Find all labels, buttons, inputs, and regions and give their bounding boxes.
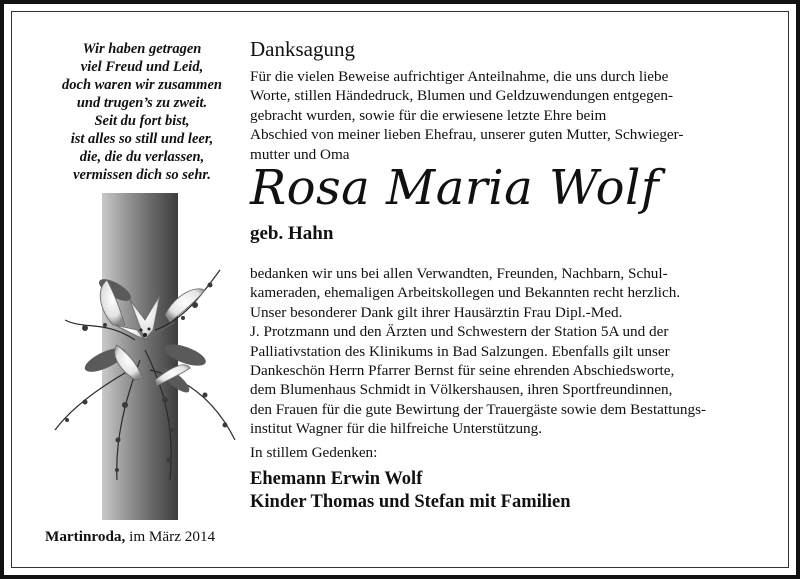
thanks-line: kameraden, ehemaligen Arbeitskollegen und Bekannten recht herzlich. xyxy=(250,284,681,302)
in-memory-label: In stillem Gedenken: xyxy=(250,444,378,461)
intro-line: Worte, stillen Händedruck, Blumen und Geldzuwendungen entgegen- xyxy=(250,87,674,105)
deceased-name: Rosa Maria Wolf xyxy=(250,160,660,216)
thanks-line: J. Protzmann und den Ärzten und Schwestern der Station 5A und der xyxy=(250,323,669,341)
poem-verse xyxy=(42,40,242,184)
intro-paragraph xyxy=(250,67,755,164)
date-text: im März 2014 xyxy=(129,528,216,545)
poem-line: ist alles so still und leer, xyxy=(70,131,214,147)
poem-line: die, die du verlassen, xyxy=(79,149,205,165)
poem-line: vermissen dich so sehr. xyxy=(73,167,211,183)
thanks-line: den Frauen für die gute Bewirtung der Trauergäste sowie dem Bestattungs- xyxy=(250,400,707,418)
flower-bouquet-icon xyxy=(45,230,245,490)
intro-line: Für die vielen Beweise aufrichtiger Anteilnahme, die uns durch liebe xyxy=(250,68,669,85)
intro-line: gebracht wurden, sowie für die erwiesene letzte Ehre beim xyxy=(250,106,607,124)
poem-line: doch waren wir zusammen xyxy=(62,77,222,93)
thanks-line: institut Wagner für die hilfreiche Unterstützung. xyxy=(250,420,543,438)
poem-line: Wir haben getragen xyxy=(82,41,202,57)
thanks-line: dem Blumenhaus Schmidt in Völkershausen, ihren Sportfreundinnen, xyxy=(250,381,673,399)
thanks-line: Palliativstation des Klinikums in Bad Salzungen. Ebenfalls gilt unser xyxy=(250,342,670,360)
intro-line: mutter und Oma xyxy=(250,145,350,163)
maiden-name: geb. Hahn xyxy=(250,223,334,244)
place-date xyxy=(45,527,215,546)
thanks-line: Unser besonderer Dank gilt ihrer Hausärztin Frau Dipl.-Med. xyxy=(250,303,623,321)
intro-line: Abschied von meiner lieben Ehefrau, unserer guten Mutter, Schwieger- xyxy=(250,126,684,144)
thanks-line: Dankeschön Herrn Pfarrer Bernst für seine ehrenden Abschiedsworte, xyxy=(250,362,675,380)
thanks-paragraph xyxy=(250,264,755,439)
signer-children: Kinder Thomas und Stefan mit Familien xyxy=(250,492,571,512)
poem-line: und trugen’s zu zweit. xyxy=(76,95,208,111)
heading-danksagung: Danksagung xyxy=(250,37,355,61)
signer-husband: Ehemann Erwin Wolf xyxy=(250,469,423,489)
place-name: Martinroda, xyxy=(45,528,126,545)
poem-line: Seit du fort bist, xyxy=(94,113,190,129)
thanks-line: bedanken wir uns bei allen Verwandten, Freunden, Nachbarn, Schul- xyxy=(250,265,668,282)
poem-line: viel Freud und Leid, xyxy=(80,59,204,75)
